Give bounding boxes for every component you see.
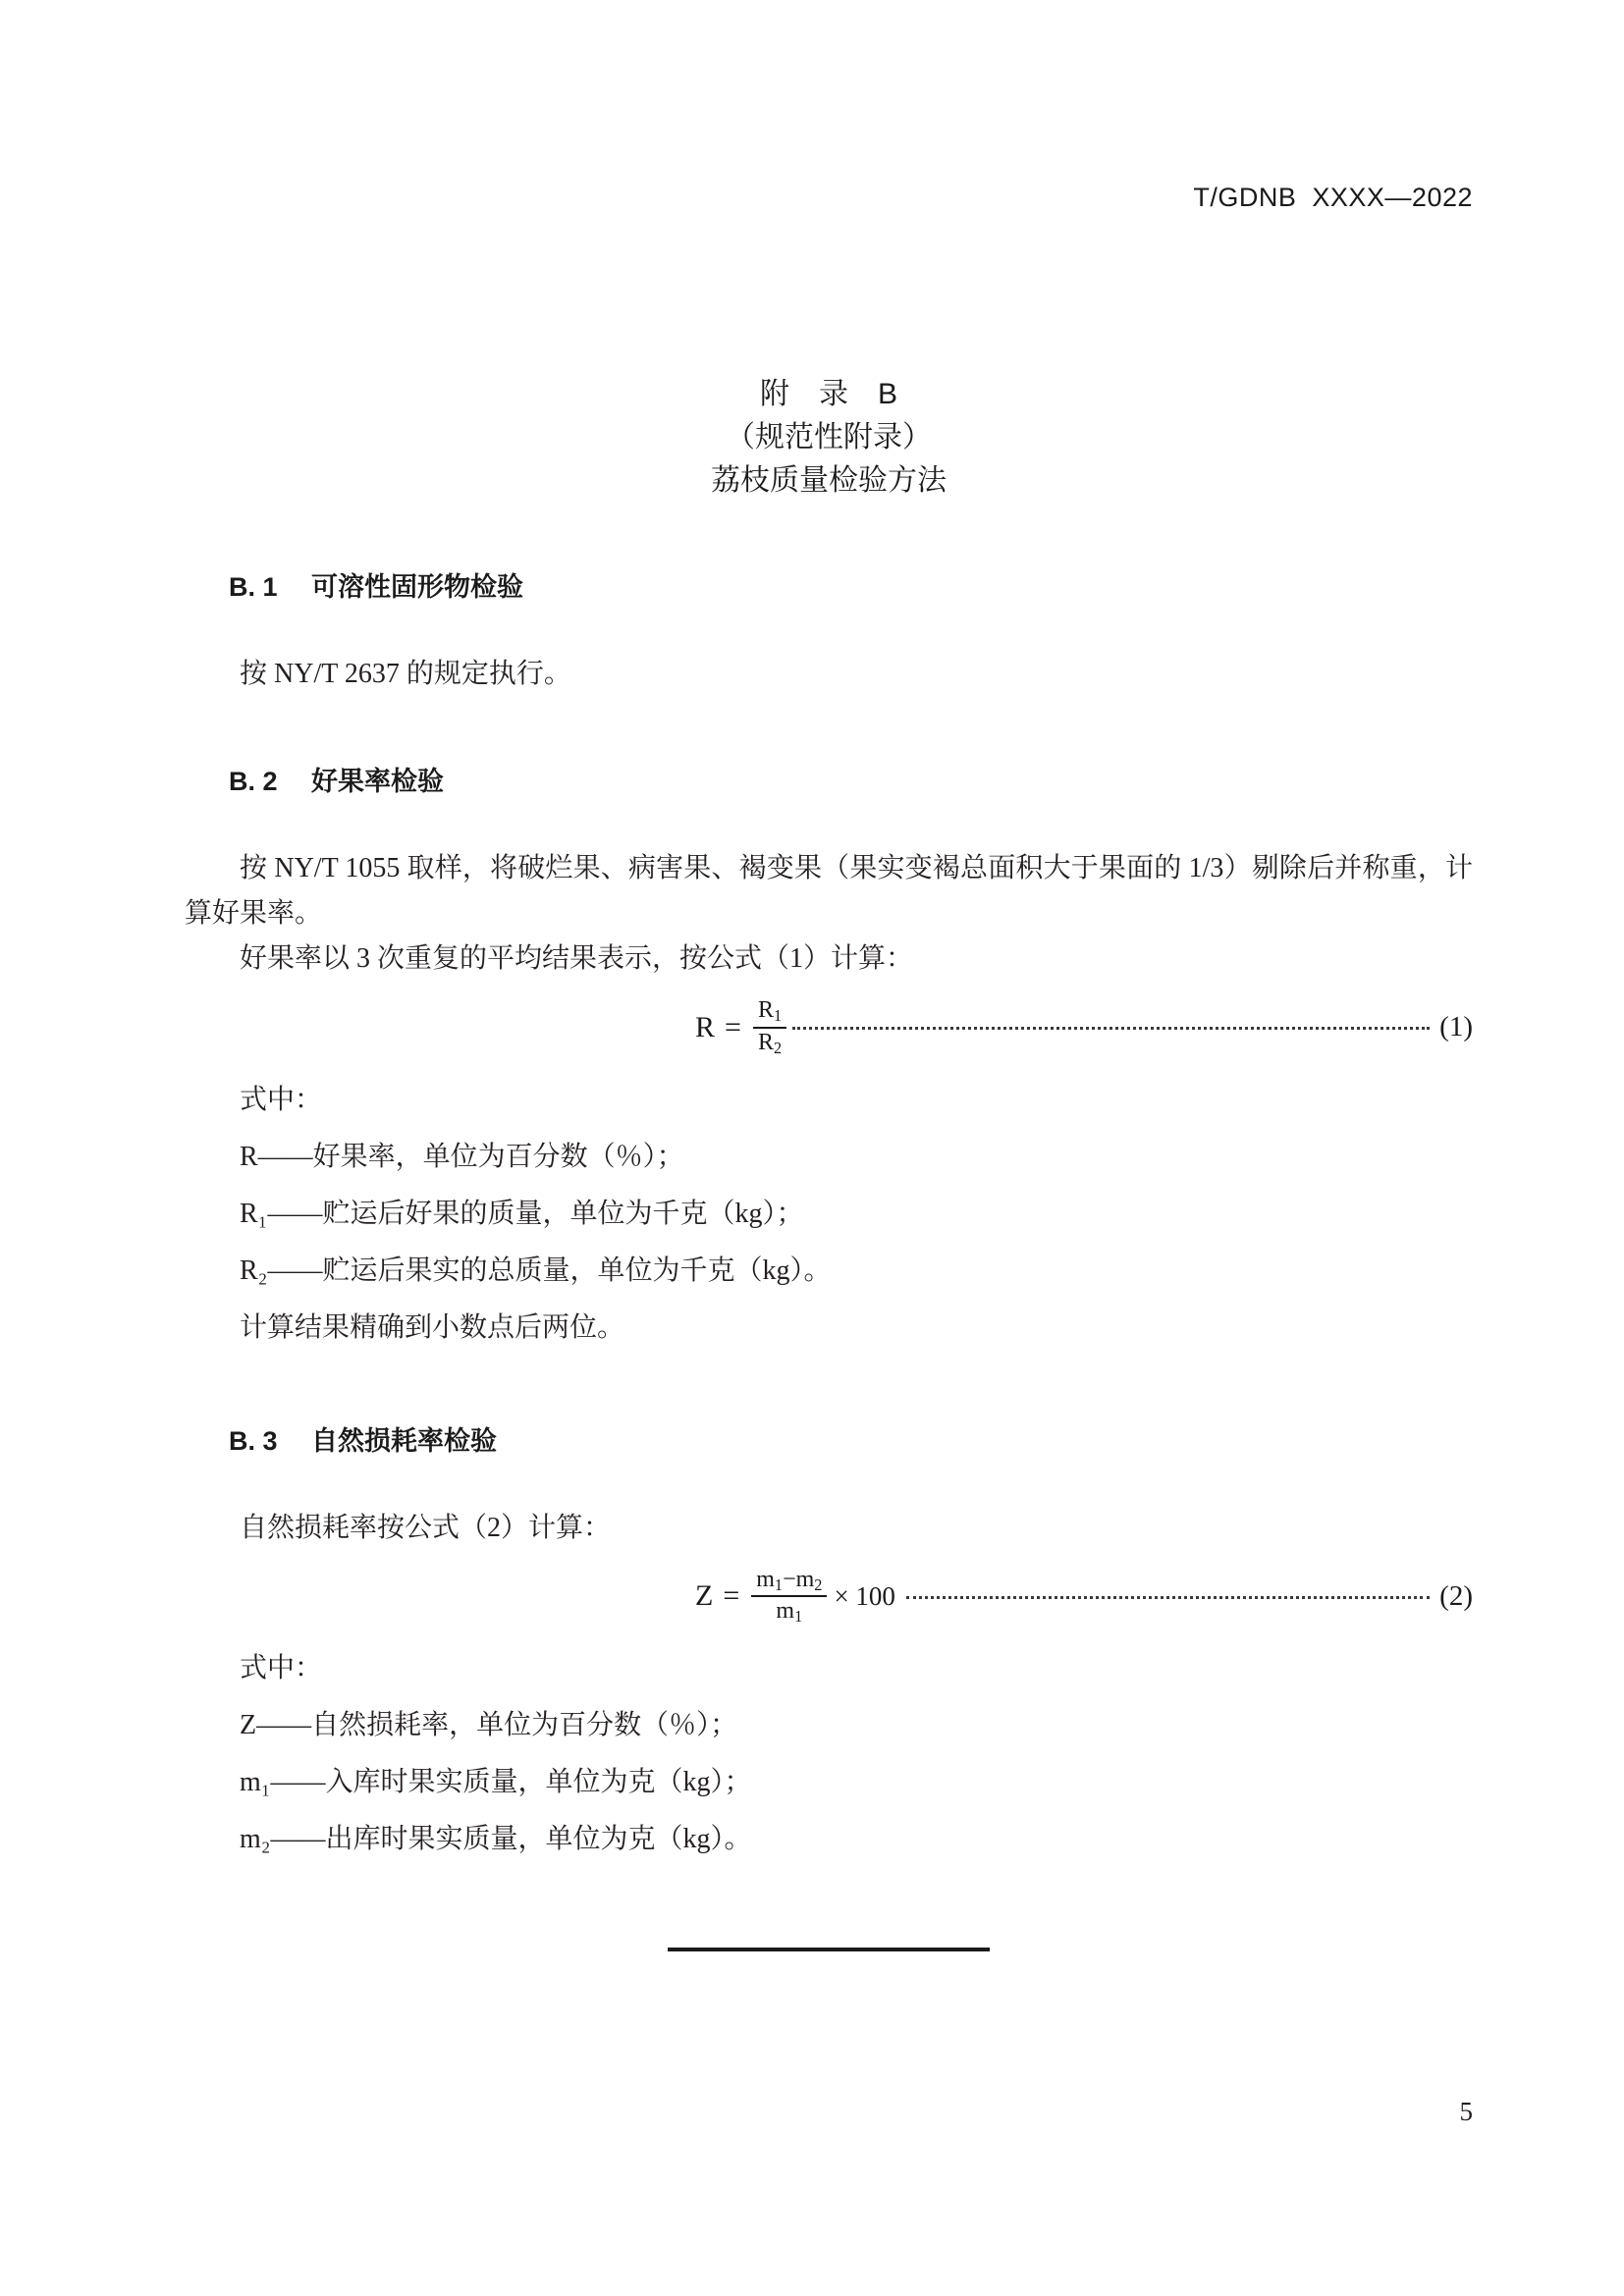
- clause-b1-paragraph-1: 按 NY/T 2637 的规定执行。: [240, 659, 571, 689]
- clause-title-b3: 自然损耗率检验: [311, 1425, 498, 1456]
- definition-m2: m₂——出库时果实质量，单位为克（kg）。: [240, 1824, 752, 1855]
- page-number: 5: [1459, 2097, 1473, 2126]
- clause-number-b1: B. 1: [229, 572, 278, 602]
- clause-b2-paragraph-2: 好果率以 3 次重复的平均结果表示，按公式（1）计算：: [240, 943, 914, 974]
- clause-heading-b2: [185, 722, 1473, 840]
- precision-note: 计算结果精确到小数点后两位。: [240, 1311, 625, 1343]
- clause-heading-b3: [185, 1382, 1473, 1500]
- clause-number-b3: B. 3: [229, 1425, 278, 1456]
- definition-z: Z——自然损耗率，单位为百分数（％）；: [240, 1710, 738, 1741]
- formula-1-number: (1): [1439, 1011, 1473, 1043]
- end-of-annex-rule-wrap: [185, 1939, 1473, 1956]
- running-header-standard-number: T/GDNB XXXX—2022: [1193, 183, 1473, 212]
- clause-heading-b1: [185, 528, 1473, 646]
- formula-1-expression: [695, 997, 788, 1058]
- clause-b2-paragraph-1: 按 NY/T 1055 取样，将破烂果、病害果、褐变果（果实变褐总面积大于果面的 1/3）剔除后并称重，计算好果率。: [185, 853, 1473, 929]
- definition-r2: R₂——贮运后果实的总质量，单位为千克（kg）。: [240, 1255, 832, 1286]
- formula-1-numerator: $R_1$: [753, 997, 786, 1029]
- definition-r: R——好果率，单位为百分数（％）；: [240, 1141, 684, 1172]
- formula-2-lhs: Z: [695, 1579, 714, 1613]
- end-of-annex-rule: [668, 1948, 990, 1951]
- annex-name: 荔枝质量检验方法: [711, 464, 947, 497]
- formula-2-dot-leader: [906, 1584, 1430, 1599]
- formula-2-denominator: $m_1$: [776, 1598, 803, 1627]
- clause-b3-paragraph-1: 自然损耗率按公式（2）计算：: [240, 1512, 612, 1543]
- clause-number-b2: B. 2: [229, 767, 278, 796]
- clause-title-b2: 好果率检验: [311, 767, 445, 796]
- formula-2-multiplier: × 100: [834, 1580, 895, 1611]
- formula-2-equals: =: [723, 1579, 740, 1613]
- where-label-2: 式中：: [240, 1653, 323, 1684]
- where-label-1: 式中：: [240, 1084, 323, 1115]
- formula-1-dot-leader: [792, 1015, 1430, 1030]
- formula-1-fraction: [753, 997, 786, 1058]
- definition-r1: R₁——贮运后好果的质量，单位为千克（kg）；: [240, 1198, 804, 1229]
- annex-title-block: [185, 373, 1473, 503]
- clause-title-b1: 可溶性固形物检验: [311, 572, 524, 602]
- formula-2: [185, 1567, 1473, 1628]
- page-content: [185, 373, 1473, 1956]
- formula-1: [185, 997, 1473, 1058]
- annex-kind: （规范性附录）: [726, 421, 932, 454]
- formula-2-expression: [695, 1567, 902, 1628]
- formula-1-lhs: R: [695, 1010, 716, 1043]
- formula-1-equals: =: [725, 1010, 741, 1043]
- formula-2-number: (2): [1439, 1579, 1473, 1612]
- formula-2-fraction: [751, 1567, 827, 1628]
- formula-2-numerator: $m_1-m_2$: [751, 1567, 827, 1598]
- formula-1-denominator: $R_2$: [757, 1029, 783, 1057]
- annex-label: 附 录 B: [759, 378, 897, 410]
- definition-m1: m₁——入库时果实质量，单位为克（kg）；: [240, 1767, 752, 1798]
